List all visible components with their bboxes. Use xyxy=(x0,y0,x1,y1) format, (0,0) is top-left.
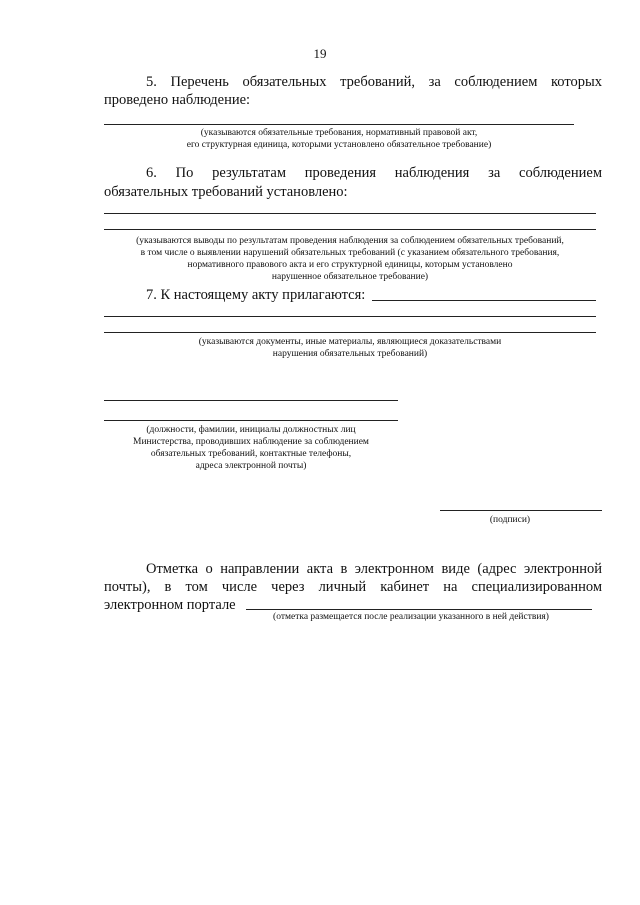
section6-note-2: в том числе о выявлении нарушений обязательных требований (с указанием обязательного требования, xyxy=(140,248,560,258)
officials-fill-line-2 xyxy=(104,420,398,421)
section6-fill-line-1 xyxy=(104,213,596,214)
officials-fill-line-1 xyxy=(104,400,398,401)
section7-note-1: (указываются документы, иные материалы, являющиеся доказательствами xyxy=(198,337,502,347)
section5-line2: проведено наблюдение: xyxy=(104,92,251,108)
electronic-mark-line3: электронном портале xyxy=(104,597,236,613)
section7-note-2: нарушения обязательных требований) xyxy=(272,349,428,359)
section6-note-3: нормативного правового акта и его структурной единицы, которым установлено xyxy=(187,260,513,270)
section6-fill-line-2 xyxy=(104,229,596,230)
officials-note-1: (должности, фамилии, инициалы должностных лиц xyxy=(146,425,356,435)
officials-note-3: обязательных требований, контактные телефоны, xyxy=(150,449,352,459)
officials-note-4: адреса электронной почты) xyxy=(195,461,307,471)
electronic-mark-fill-line xyxy=(246,609,592,610)
section5-note-2: его структурная единица, которыми установлено обязательное требование) xyxy=(186,140,492,150)
electronic-mark-note: (отметка размещается после реализации указанного в ней действия) xyxy=(273,612,549,622)
page-number: 19 xyxy=(313,46,327,61)
section6-note-4: нарушенное обязательное требование) xyxy=(271,272,429,282)
section7-fill-line-1 xyxy=(104,316,596,317)
signature-fill-line xyxy=(440,510,602,511)
section6-note-1: (указываются выводы по результатам проведения наблюдения за соблюдением обязательных требований, xyxy=(136,236,564,246)
electronic-mark-line2: почты), в том числе через личный кабинет на специализированном xyxy=(104,579,602,595)
section6-line1: 6. По результатам проведения наблюдения за соблюдением xyxy=(146,165,602,181)
section5-fill-line xyxy=(104,124,574,125)
signature-note: (подписи) xyxy=(489,515,531,525)
section7-inline-fill-line xyxy=(372,300,596,301)
section6-line2: обязательных требований установлено: xyxy=(104,184,348,200)
electronic-mark-line1: Отметка о направлении акта в электронном виде (адрес электронной xyxy=(146,561,602,577)
section7-fill-line-2 xyxy=(104,332,596,333)
section5-note-1: (указываются обязательные требования, нормативный правовой акт, xyxy=(200,128,478,138)
section5-line1: 5. Перечень обязательных требований, за соблюдением которых xyxy=(146,74,602,90)
officials-note-2: Министерства, проводивших наблюдение за соблюдением xyxy=(133,437,369,447)
section7-line1: 7. К настоящему акту прилагаются: xyxy=(146,287,366,303)
